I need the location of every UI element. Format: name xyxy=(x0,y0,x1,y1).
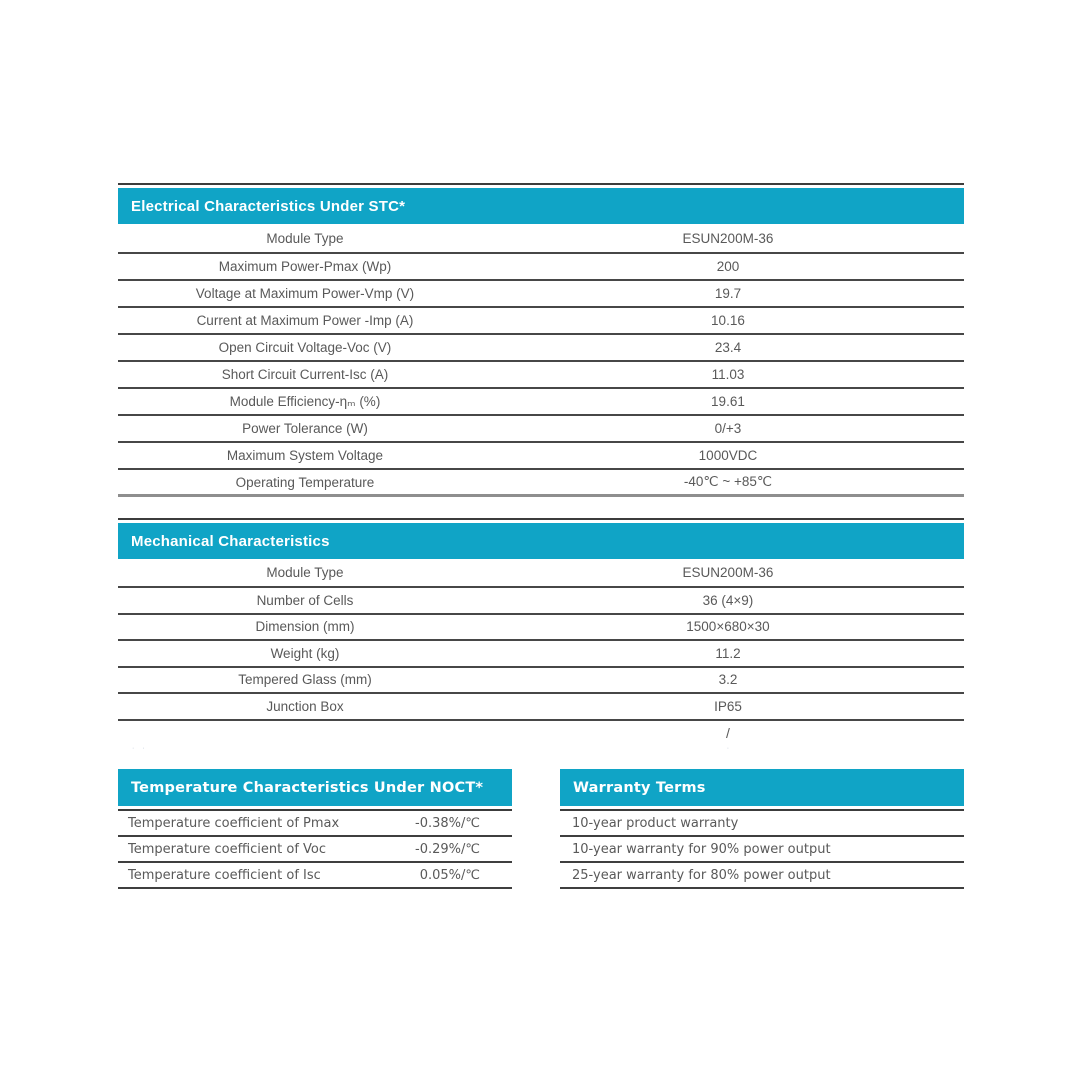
row-value: 1500×680×30 xyxy=(686,619,770,635)
row-label: 10-year warranty for 90% power output xyxy=(572,841,831,857)
row-value: 0.05%/℃ xyxy=(419,867,480,883)
row-label: Power Tolerance (W) xyxy=(242,421,368,436)
row-label: Temperature coefficient of Voc xyxy=(128,841,327,857)
row-value: 11.03 xyxy=(711,367,745,382)
row-value: -0.29%/℃ xyxy=(415,841,480,857)
row-value: 200 xyxy=(716,259,740,274)
row-value: -0.38%/℃ xyxy=(415,815,480,831)
row-value: ESUN200M-36 xyxy=(682,230,774,246)
row-label: Voltage at Maximum Power-Vmp (V) xyxy=(195,286,415,301)
table-row xyxy=(118,389,964,416)
table-row xyxy=(118,837,512,863)
row-label: Maximum System Voltage xyxy=(226,448,383,463)
row-label: 25-year warranty for 80% power output xyxy=(572,867,831,883)
row-value: IP65 xyxy=(714,698,742,714)
erased-row xyxy=(118,721,964,745)
row-value: 0/+3 xyxy=(714,421,742,436)
row-label: Operating Temperature xyxy=(235,474,375,490)
row-value: -40℃ ~ +85℃ xyxy=(683,474,773,489)
row-value: 10.16 xyxy=(711,313,745,328)
row-label: 10-year product warranty xyxy=(572,815,739,831)
table-row xyxy=(118,335,964,362)
electrical-rows xyxy=(118,224,964,497)
table-row xyxy=(118,811,512,837)
row-label: Short Circuit Current-Isc (A) xyxy=(221,367,389,382)
table-row xyxy=(118,641,964,668)
row-label: Temperature coefficient of Pmax xyxy=(128,815,340,831)
table-row xyxy=(560,837,964,863)
temperature-title: Temperature Characteristics Under NOCT* xyxy=(131,779,484,796)
row-label: Dimension (mm) xyxy=(255,619,355,635)
row-label: Junction Box xyxy=(266,698,344,714)
warranty-header-bar xyxy=(560,769,964,806)
mechanical-title: Mechanical Characteristics xyxy=(131,532,330,550)
row-value: 19.61 xyxy=(711,394,745,409)
table-top-rule xyxy=(118,518,964,520)
row-value: 3.2 xyxy=(718,672,738,688)
row-value: 11.2 xyxy=(715,645,741,661)
table-row xyxy=(118,224,964,254)
table-top-rule xyxy=(118,183,964,185)
table-row xyxy=(118,281,964,308)
row-value: 36 (4×9) xyxy=(702,592,754,608)
table-row xyxy=(118,443,964,470)
row-label: Module Type xyxy=(266,565,344,580)
row-value: 23.4 xyxy=(714,340,742,355)
row-label: Maximum Power-Pmax (Wp) xyxy=(218,259,392,274)
table-row xyxy=(118,668,964,695)
row-value: 1000VDC xyxy=(698,448,758,463)
warranty-table xyxy=(560,769,964,889)
row-label: Module Type xyxy=(266,230,344,246)
erased-text-artifact-center: · xyxy=(726,744,730,752)
mechanical-rows xyxy=(118,559,964,721)
row-label: Tempered Glass (mm) xyxy=(238,672,372,688)
erased-row-artifacts xyxy=(118,745,964,759)
temperature-table xyxy=(118,769,512,889)
table-row xyxy=(560,863,964,889)
row-label: Open Circuit Voltage-Voc (V) xyxy=(218,340,392,355)
row-value: ESUN200M-36 xyxy=(682,565,774,580)
row-label: Number of Cells xyxy=(256,592,354,608)
mechanical-table xyxy=(118,518,964,759)
temperature-rows xyxy=(118,811,512,889)
table-row xyxy=(118,470,964,497)
row-label: Temperature coefficient of Isc xyxy=(128,867,321,883)
erased-text-artifact-left: · · xyxy=(132,744,148,752)
table-row xyxy=(118,254,964,281)
electrical-header-bar xyxy=(118,188,964,224)
row-value: 19.7 xyxy=(714,286,742,301)
table-row xyxy=(118,694,964,721)
table-row xyxy=(118,863,512,889)
table-row xyxy=(118,362,964,389)
table-row xyxy=(118,615,964,642)
row-label: Module Efficiency-ηₘ (%) xyxy=(229,393,381,409)
erased-row-value: / xyxy=(726,724,730,741)
electrical-table xyxy=(118,183,964,497)
table-row xyxy=(118,559,964,588)
row-label: Current at Maximum Power -Imp (A) xyxy=(196,313,414,328)
temperature-header-bar xyxy=(118,769,512,806)
table-row xyxy=(118,308,964,335)
table-row xyxy=(118,416,964,443)
row-label: Weight (kg) xyxy=(270,645,340,661)
electrical-title: Electrical Characteristics Under STC* xyxy=(131,197,406,215)
mechanical-header-bar xyxy=(118,523,964,559)
warranty-rows xyxy=(560,811,964,889)
table-row xyxy=(118,588,964,615)
table-row xyxy=(560,811,964,837)
warranty-title: Warranty Terms xyxy=(573,779,706,796)
